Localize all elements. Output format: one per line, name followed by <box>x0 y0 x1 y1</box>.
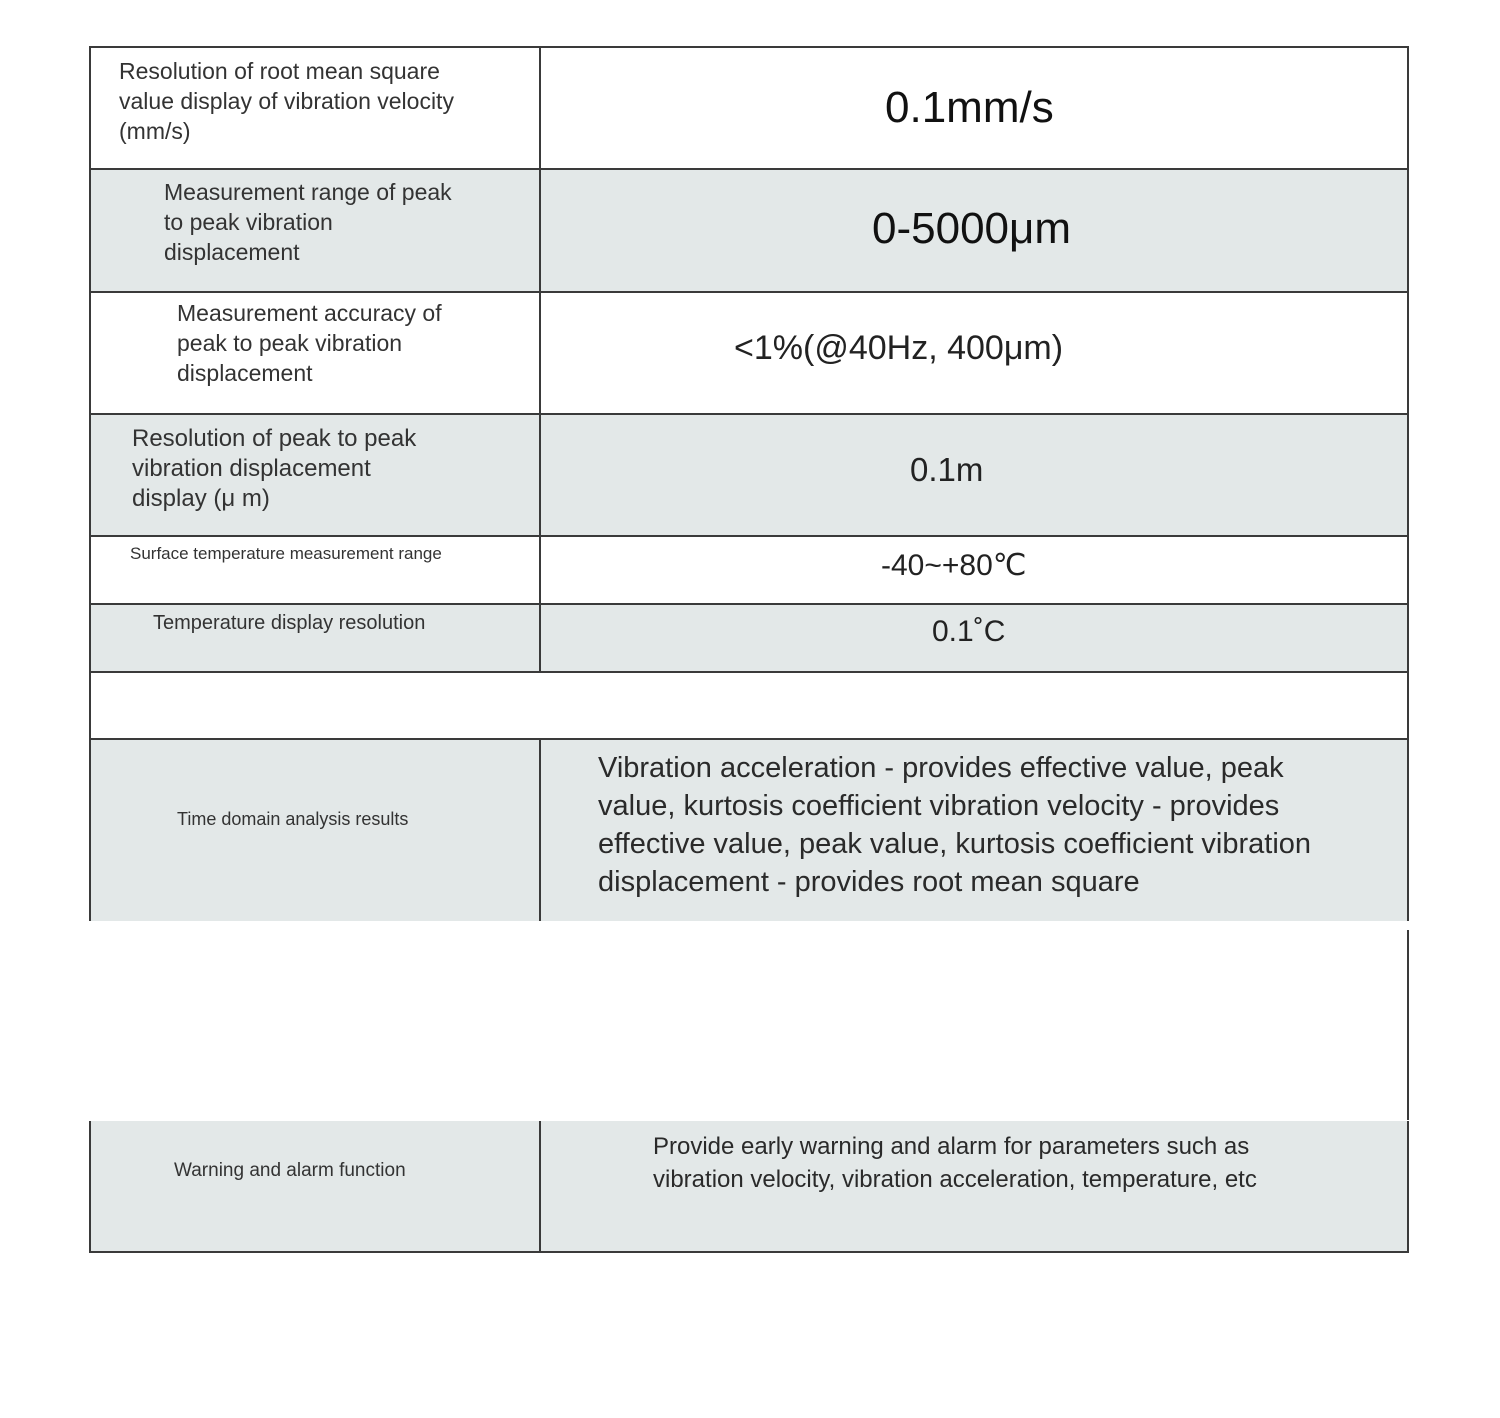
table-edge-line <box>1407 930 1409 1120</box>
parameter-value: 0.1˚C <box>932 615 1006 648</box>
parameter-cell <box>91 1121 541 1251</box>
empty-row <box>89 673 1409 740</box>
parameter-value: 0.1m <box>910 451 984 488</box>
parameter-value: <1%(@40Hz, 400μm) <box>734 329 1064 367</box>
parameter-cell <box>91 48 541 168</box>
parameter-value: 0.1mm/s <box>885 83 1054 132</box>
table-row <box>89 46 1409 170</box>
parameter-label: Resolution of peak to peak vibration displacement display (μ m) <box>132 425 417 512</box>
parameter-cell <box>91 537 541 603</box>
parameter-value: Provide early warning and alarm for parameters such as vibration velocity, vibration acceleration, temperature, etc <box>653 1133 1257 1193</box>
table-row <box>89 170 1409 293</box>
parameter-value: -40~+80℃ <box>881 549 1027 582</box>
parameter-label: Warning and alarm function <box>174 1160 406 1181</box>
value-cell <box>541 48 1407 168</box>
parameter-label: Measurement range of peak to peak vibration displacement <box>164 179 452 265</box>
parameter-label: Resolution of root mean square value display of vibration velocity (mm/s) <box>119 58 454 144</box>
parameter-cell <box>91 740 541 921</box>
parameter-label: Temperature display resolution <box>153 612 426 634</box>
value-cell <box>541 293 1407 413</box>
parameter-value: 0-5000μm <box>872 204 1072 253</box>
value-cell <box>541 740 1407 921</box>
parameter-label: Surface temperature measurement range <box>130 544 442 563</box>
value-cell <box>541 1121 1407 1251</box>
parameter-label: Time domain analysis results <box>177 809 409 829</box>
parameter-cell <box>91 170 541 291</box>
table-row <box>89 740 1409 921</box>
value-cell <box>541 605 1407 671</box>
table-row <box>89 293 1409 415</box>
parameter-cell <box>91 415 541 535</box>
value-cell <box>541 170 1407 291</box>
table-row <box>89 415 1409 537</box>
parameter-label: Measurement accuracy of peak to peak vibration displacement <box>177 300 442 386</box>
table-row <box>89 537 1409 605</box>
table-row <box>89 1121 1409 1253</box>
parameter-cell <box>91 293 541 413</box>
table-row <box>89 605 1409 673</box>
parameter-value: Vibration acceleration - provides effective value, peak value, kurtosis coefficient vibration velocity - provides effective value, peak value, kurtosis coefficient vibration displacement - provides root mean square <box>598 752 1312 898</box>
value-cell <box>541 537 1407 603</box>
parameter-cell <box>91 605 541 671</box>
value-cell <box>541 415 1407 535</box>
